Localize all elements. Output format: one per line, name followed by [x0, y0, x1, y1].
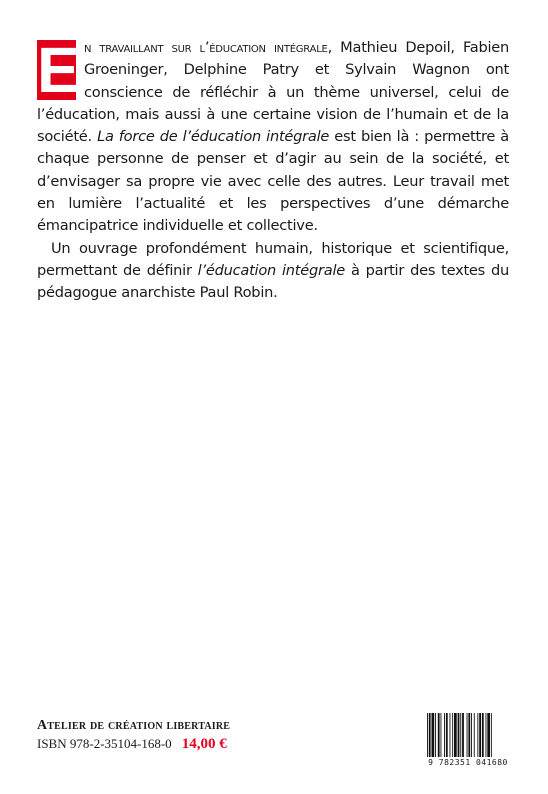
- book-title-italic: La force de l’éducation intégrale: [97, 128, 330, 146]
- barcode-bar: [487, 713, 490, 757]
- blurb-text: est bien là : permettre à chaque personne de penser et d’agir au sein de la société, et d’envisager sa propre vie avec celle des autres. Leur travail met en lumière l’actualité et les perspectives d’une démarche émancipatrice individuelle et collective.: [37, 128, 509, 235]
- barcode-bar: [452, 713, 453, 757]
- barcode-bars: [423, 713, 513, 759]
- barcode-bar: [482, 713, 484, 757]
- barcode-bar: [479, 713, 481, 757]
- barcode: [423, 713, 513, 771]
- barcode-bar: [467, 713, 468, 757]
- barcode-bar: [444, 713, 445, 757]
- barcode-bar: [432, 713, 435, 757]
- italic-term: l’éducation intégrale: [197, 261, 345, 279]
- barcode-bar: [462, 713, 464, 757]
- drop-cap: E: [37, 34, 80, 106]
- isbn: ISBN 978-2-35104-168-0: [37, 736, 172, 751]
- barcode-bar: [477, 713, 478, 757]
- blurb-paragraph-2: [37, 238, 509, 305]
- barcode-bar: [458, 713, 460, 757]
- barcode-digits: 9 782351 041680: [428, 758, 508, 767]
- barcode-bar: [427, 713, 428, 757]
- lead-in-smallcaps: n travaillant sur l’éducation intégrale: [84, 39, 328, 56]
- barcode-bar: [438, 713, 440, 757]
- blurb-text: à partir des textes du pédagogue anarchiste Paul Robin.: [37, 261, 509, 302]
- barcode-bar: [429, 713, 431, 757]
- barcode-bar: [446, 713, 448, 757]
- barcode-bar: [474, 713, 475, 757]
- barcode-bar: [441, 713, 442, 757]
- barcode-bar: [471, 713, 472, 757]
- isbn-price-line: [37, 736, 230, 753]
- barcode-bar: [460, 713, 461, 757]
- publisher-info: [37, 718, 230, 753]
- blurb-text: , Mathieu Depoil, Fabien Groeninger, Delphine Patry et Sylvain Wagnon ont conscience de réfléchir à un thème universel, celui de l’éducation, mais aussi à une certaine vision de l’humain et de la société.: [37, 39, 510, 146]
- price: 14,00 €: [181, 736, 227, 752]
- barcode-bar: [450, 713, 451, 757]
- blurb-paragraph-1: [37, 34, 510, 238]
- barcode-bar: [435, 713, 436, 757]
- publisher-name: Atelier de création libertaire: [37, 718, 231, 733]
- blurb-text: Un ouvrage profondément humain, historique et scientifique, permettant de définir: [37, 239, 509, 279]
- barcode-bar: [491, 713, 492, 757]
- barcode-bar: [486, 713, 487, 757]
- barcode-bar: [468, 713, 470, 757]
- back-cover-blurb: [37, 34, 510, 305]
- barcode-bar: [454, 713, 457, 757]
